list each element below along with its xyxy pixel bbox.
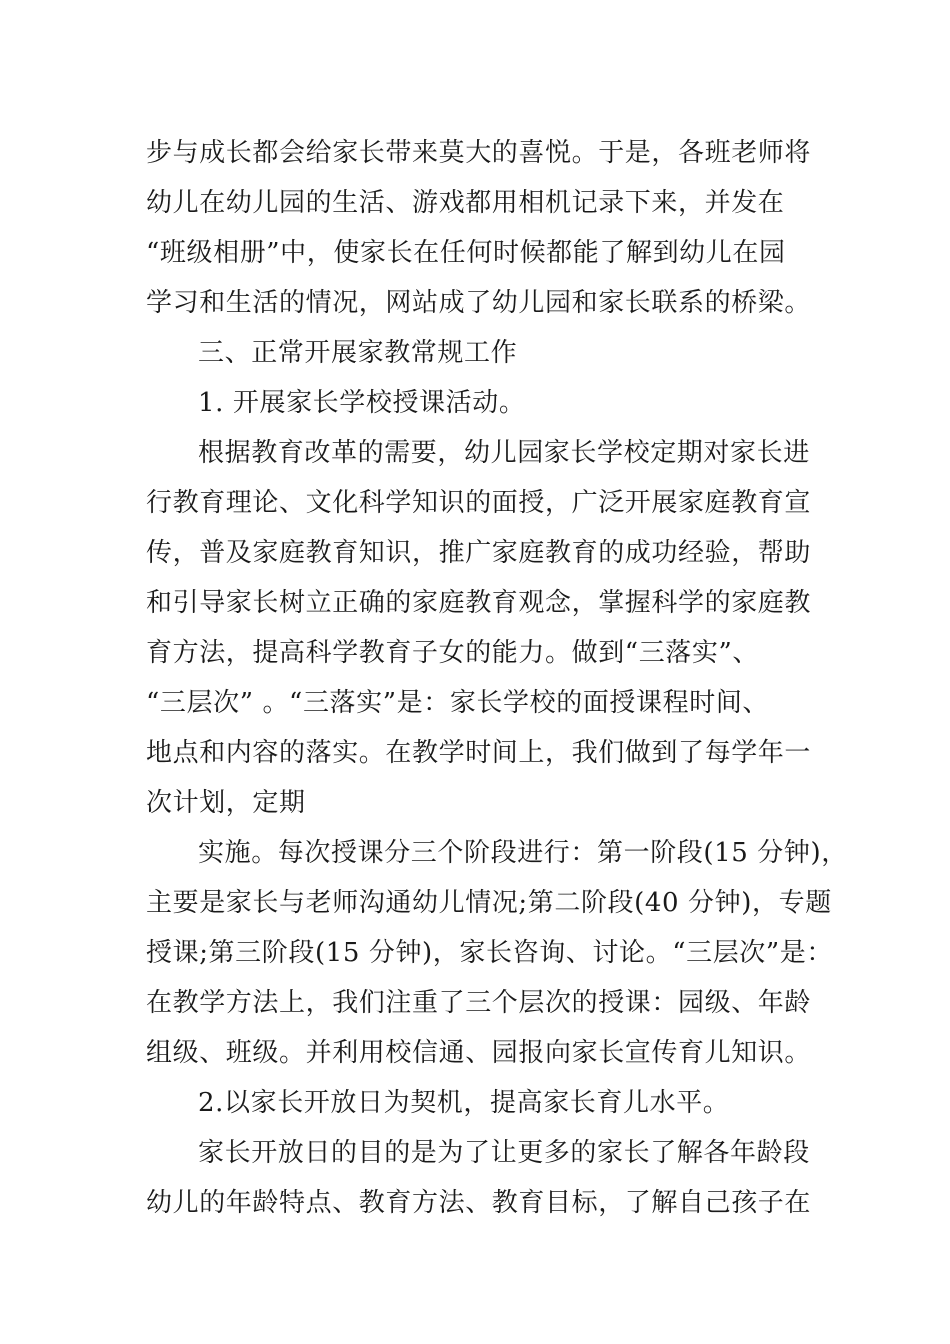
paragraph-line: 主要是家长与老师沟通幼儿情况;第二阶段(40 分钟)，专题	[146, 888, 832, 918]
paragraph-line: 和引导家长树立正确的家庭教育观念，掌握科学的家庭教	[146, 588, 812, 618]
paragraph-line: 步与成长都会给家长带来莫大的喜悦。于是，各班老师将	[146, 138, 812, 168]
document-page	[146, 128, 848, 1228]
paragraph-line: 在教学方法上，我们注重了三个层次的授课：园级、年龄	[146, 988, 812, 1018]
paragraph-line: 幼儿在幼儿园的生活、游戏都用相机记录下来，并发在	[146, 188, 785, 218]
paragraph-line: 家长开放日的目的是为了让更多的家长了解各年龄段	[198, 1138, 810, 1168]
paragraph-line: 次计划，定期	[146, 788, 306, 818]
paragraph-line: “三层次” 。“三落实”是：家长学校的面授课程时间、	[146, 688, 770, 718]
section-heading: 三、正常开展家教常规工作	[198, 338, 518, 368]
subsection-heading: 2.以家长开放日为契机，提高家长育儿水平。	[198, 1088, 730, 1118]
paragraph-line: 根据教育改革的需要，幼儿园家长学校定期对家长进	[198, 438, 810, 468]
paragraph-line: 育方法，提高科学教育子女的能力。做到“三落实”、	[146, 638, 759, 668]
subsection-heading: 1. 开展家长学校授课活动。	[198, 388, 526, 418]
paragraph-line: 地点和内容的落实。在教学时间上，我们做到了每学年一	[146, 738, 812, 768]
paragraph-line: 实施。每次授课分三个阶段进行：第一阶段(15 分钟)，	[198, 838, 848, 868]
paragraph-line: 组级、班级。并利用校信通、园报向家长宣传育儿知识。	[146, 1038, 812, 1068]
paragraph-line: “班级相册”中，使家长在任何时候都能了解到幼儿在园	[146, 238, 786, 268]
paragraph-line: 幼儿的年龄特点、教育方法、教育目标，了解自己孩子在	[146, 1188, 812, 1218]
paragraph-line: 传，普及家庭教育知识，推广家庭教育的成功经验，帮助	[146, 538, 812, 568]
paragraph-line: 学习和生活的情况，网站成了幼儿园和家长联系的桥梁。	[146, 288, 812, 318]
paragraph-line: 授课;第三阶段(15 分钟)，家长咨询、讨论。“三层次”是：	[146, 938, 833, 968]
paragraph-line: 行教育理论、文化科学知识的面授，广泛开展家庭教育宣	[146, 488, 812, 518]
